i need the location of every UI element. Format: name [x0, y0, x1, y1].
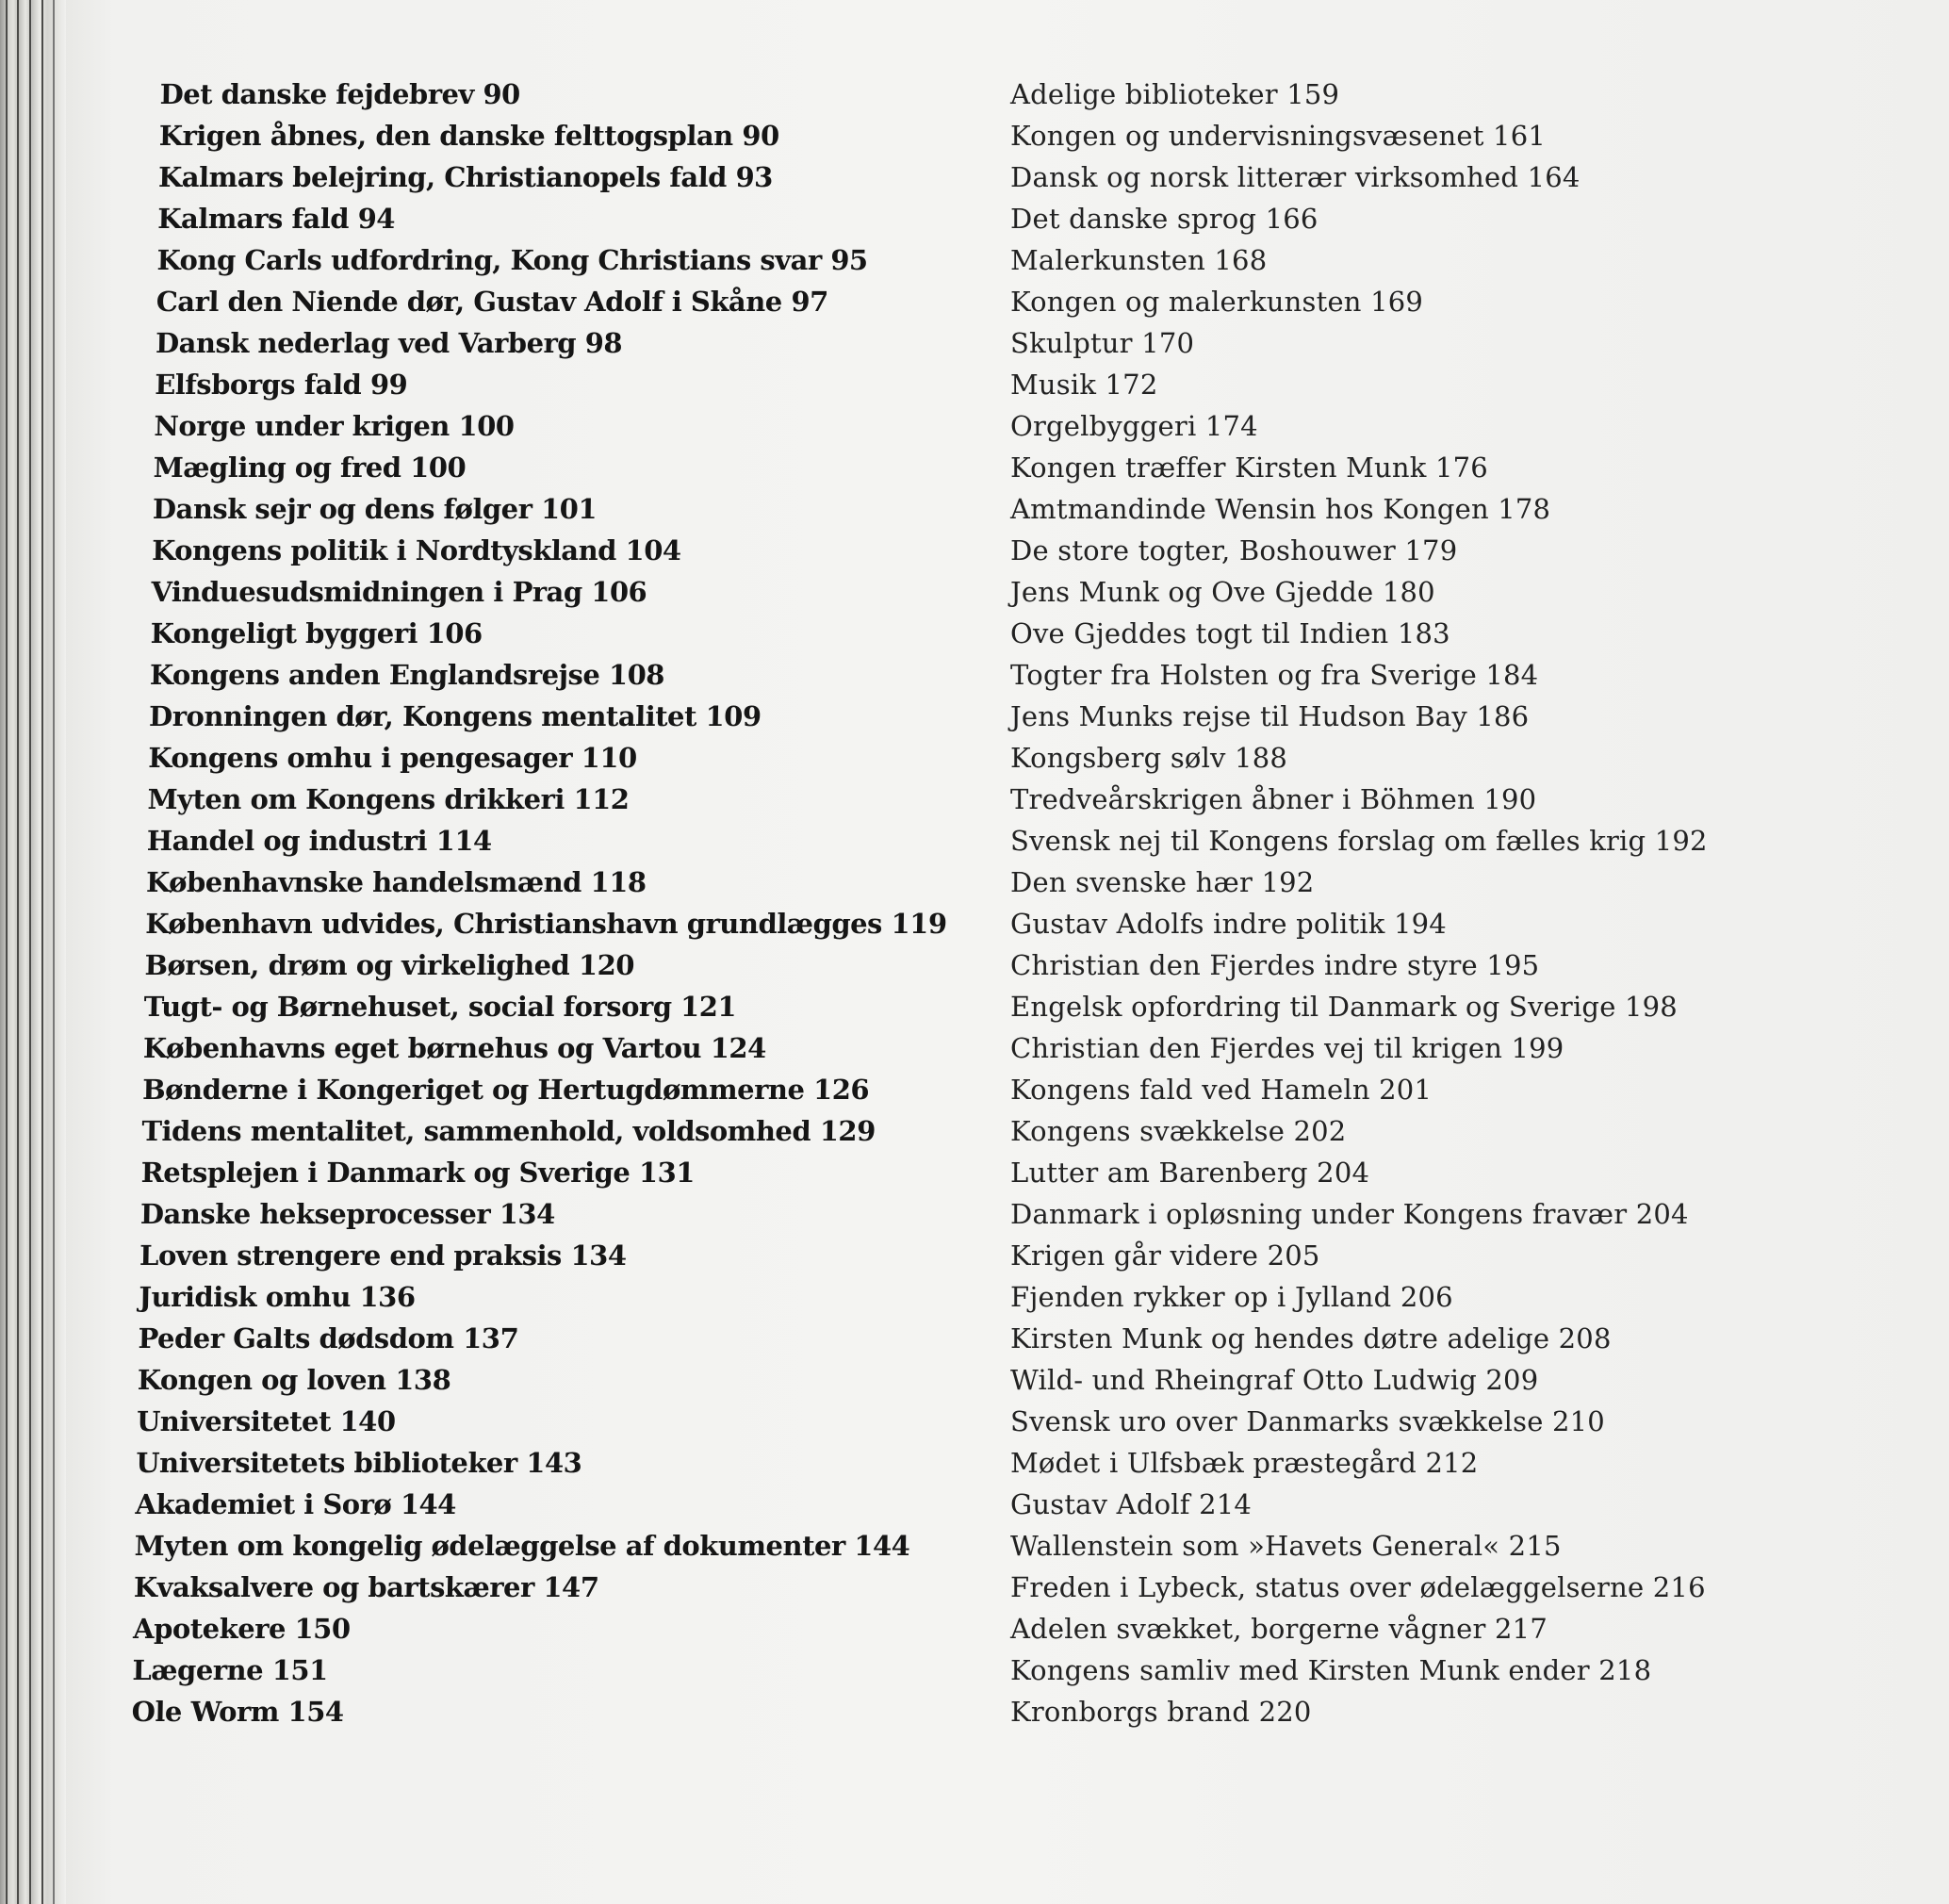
toc-entry: Kongens fald ved Hameln 201 — [1010, 1074, 1433, 1106]
toc-entry: Bønderne i Kongeriget og Hertugdømmerne 126 — [141, 1074, 870, 1106]
toc-entry: Kongens svækkelse 202 — [1010, 1115, 1347, 1147]
toc-entry: Kong Carls udfordring, Kong Christians svar 95 — [156, 244, 868, 276]
toc-entry: Retsplejen i Danmark og Sverige 131 — [140, 1157, 696, 1189]
toc-entry: Kongen og malerkunsten 169 — [1010, 286, 1424, 318]
toc-entry: Tugt- og Børnehuset, social forsorg 121 — [143, 991, 737, 1023]
toc-entry: Danske hekseprocesser 134 — [139, 1198, 556, 1230]
toc-entry: Malerkunsten 168 — [1010, 244, 1268, 276]
toc-entry: Københavns eget børnehus og Vartou 124 — [142, 1032, 767, 1064]
toc-entry: Kvaksalvere og bartskærer 147 — [133, 1571, 599, 1603]
toc-entry: Kongsberg sølv 188 — [1010, 742, 1288, 774]
toc-entry: Carl den Niende dør, Gustav Adolf i Skåne 97 — [156, 286, 829, 318]
toc-entry: Dansk sejr og dens følger 101 — [152, 493, 598, 525]
toc-entry: København udvides, Christianshavn grundlægges 119 — [144, 908, 947, 940]
toc-entry: Børsen, drøm og virkelighed 120 — [144, 949, 635, 981]
toc-entry: Orgelbyggeri 174 — [1010, 410, 1258, 442]
toc-entry: Ole Worm 154 — [131, 1696, 344, 1728]
toc-entry: Kronborgs brand 220 — [1010, 1696, 1312, 1728]
toc-entry: Adelige biblioteker 159 — [1010, 78, 1340, 110]
toc-entry: Kongens samliv med Kirsten Munk ender 218 — [1010, 1654, 1652, 1686]
toc-entry: Christian den Fjerdes vej til krigen 199 — [1010, 1032, 1564, 1064]
toc-entry: Det danske fejdebrev 90 — [159, 78, 521, 110]
toc-entry: Adelen svækket, borgerne vågner 217 — [1010, 1613, 1548, 1645]
toc-entry: Kongens anden Englandsrejse 108 — [149, 659, 665, 691]
page-edge-line — [41, 0, 43, 1904]
toc-entry: Engelsk opfordring til Danmark og Sverige 198 — [1010, 991, 1678, 1023]
toc-entry: Svensk nej til Kongens forslag om fælles krig 192 — [1010, 825, 1708, 857]
toc-entry: Peder Galts dødsdom 137 — [138, 1322, 519, 1354]
toc-entry: Gustav Adolfs indre politik 194 — [1010, 908, 1447, 940]
toc-entry: Gustav Adolf 214 — [1010, 1488, 1253, 1520]
toc-entry: Ove Gjeddes togt til Indien 183 — [1010, 617, 1450, 649]
toc-entry: Krigen går videre 205 — [1010, 1239, 1320, 1272]
book-binding-edge — [0, 0, 66, 1904]
toc-entry: Kongeligt byggeri 106 — [150, 617, 483, 649]
toc-entry: Tredveårskrigen åbner i Böhmen 190 — [1010, 783, 1537, 815]
toc-entry: Kongens omhu i pengesager 110 — [148, 742, 638, 774]
toc-entry: Myten om Kongens drikkeri 112 — [147, 783, 630, 815]
toc-entry: Universitetets biblioteker 143 — [135, 1447, 582, 1479]
toc-entry: Krigen åbnes, den danske felttogsplan 90 — [158, 120, 780, 152]
toc-entry: Myten om kongelig ødelæggelse af dokumenter 144 — [134, 1530, 910, 1562]
toc-right-column — [1010, 74, 1840, 1732]
page-edge-line — [53, 0, 55, 1904]
toc-entry: Jens Munks rejse til Hudson Bay 186 — [1010, 700, 1530, 732]
toc-entry: Apotekere 150 — [132, 1613, 351, 1645]
toc-entry: Wallenstein som »Havets General« 215 — [1010, 1530, 1562, 1562]
toc-entry: Fjenden rykker op i Jylland 206 — [1010, 1281, 1453, 1313]
toc-entry: Svensk uro over Danmarks svækkelse 210 — [1010, 1405, 1605, 1437]
toc-entry: Kirsten Munk og hendes døtre adelige 208 — [1010, 1322, 1612, 1354]
toc-entry: Københavnske handelsmænd 118 — [145, 866, 647, 898]
toc-left-column — [131, 74, 947, 1732]
toc-entry: Togter fra Holsten og fra Sverige 184 — [1010, 659, 1539, 691]
toc-entry: Elfsborgs fald 99 — [154, 369, 408, 401]
toc-entry: Mægling og fred 100 — [153, 451, 467, 484]
toc-entry: Kongens politik i Nordtyskland 104 — [151, 534, 681, 566]
toc-entry: Dronningen dør, Kongens mentalitet 109 — [148, 700, 762, 732]
toc-entry: Universitetet 140 — [136, 1405, 396, 1437]
toc-entry: Norge under krigen 100 — [154, 410, 515, 442]
page-edge-line — [29, 0, 31, 1904]
page-edge-line — [17, 0, 19, 1904]
toc-entry: Jens Munk og Ove Gjedde 180 — [1010, 576, 1435, 608]
toc-entry: Lutter am Barenberg 204 — [1010, 1157, 1370, 1189]
toc-entry: Kalmars belejring, Christianopels fald 93 — [157, 161, 774, 193]
toc-entry: Mødet i Ulfsbæk præstegård 212 — [1010, 1447, 1479, 1479]
toc-entry: Tidens mentalitet, sammenhold, voldsomhed 129 — [141, 1115, 876, 1147]
toc-entry: Kongen og loven 138 — [137, 1364, 451, 1396]
page-edge-line — [6, 0, 8, 1904]
toc-entry: Kongen og undervisningsvæsenet 161 — [1010, 120, 1546, 152]
toc-entry: Musik 172 — [1010, 369, 1158, 401]
toc-entry: Dansk nederlag ved Varberg 98 — [155, 327, 623, 359]
toc-entry: Vinduesudsmidningen i Prag 106 — [151, 576, 647, 608]
toc-entry: Amtmandinde Wensin hos Kongen 178 — [1010, 493, 1551, 525]
toc-entry: Akademiet i Sorø 144 — [135, 1488, 457, 1520]
toc-entry: De store togter, Boshouwer 179 — [1010, 534, 1458, 566]
toc-entry: Kalmars fald 94 — [157, 203, 396, 235]
toc-entry: Loven strengere end praksis 134 — [139, 1239, 627, 1272]
toc-entry: Christian den Fjerdes indre styre 195 — [1010, 949, 1540, 981]
toc-entry: Skulptur 170 — [1010, 327, 1195, 359]
toc-entry: Juridisk omhu 136 — [139, 1281, 416, 1313]
toc-entry: Freden i Lybeck, status over ødelæggelserne 216 — [1010, 1571, 1706, 1603]
toc-entry: Wild- und Rheingraf Otto Ludwig 209 — [1010, 1364, 1539, 1396]
toc-entry: Danmark i opløsning under Kongens fravær 204 — [1010, 1198, 1689, 1230]
toc-entry: Det danske sprog 166 — [1010, 203, 1318, 235]
toc-entry: Dansk og norsk litterær virksomhed 164 — [1010, 161, 1580, 193]
toc-entry: Den svenske hær 192 — [1010, 866, 1315, 898]
toc-entry: Lægerne 151 — [132, 1654, 329, 1686]
toc-entry: Handel og industri 114 — [146, 825, 493, 857]
toc-entry: Kongen træffer Kirsten Munk 176 — [1010, 451, 1488, 484]
